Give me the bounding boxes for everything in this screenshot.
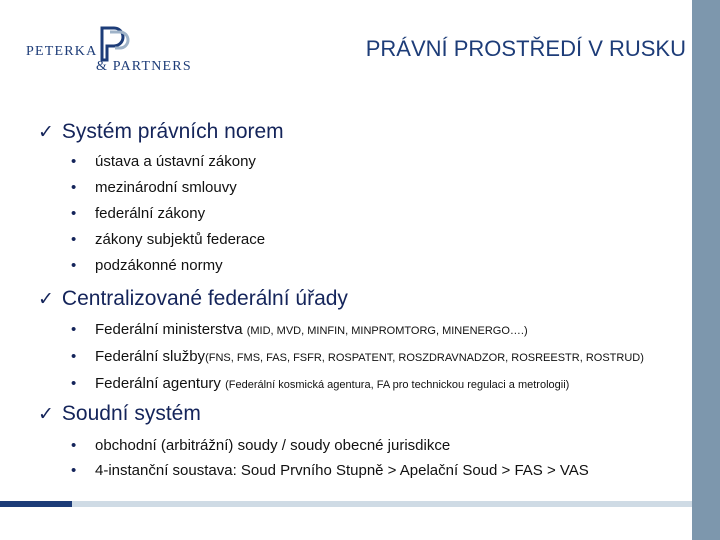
list-item <box>71 230 265 256</box>
list-item-text: zákony subjektů federace <box>95 231 266 248</box>
list-item-text: Federální ministerstva <box>95 321 247 338</box>
right-side-bar <box>692 0 720 540</box>
list-item-text: podzákonné normy <box>95 257 223 274</box>
section-heading-federal-authorities <box>38 287 348 311</box>
list-item <box>71 461 589 486</box>
logo-text-partners: & PARTNERS <box>96 59 192 74</box>
section-heading-text: Soudní systém <box>61 402 201 425</box>
list-item <box>71 256 265 282</box>
list-item-text: mezinárodní smlouvy <box>95 179 237 196</box>
list-item-note: (FNS, FMS, FAS, FSFR, ROSPATENT, ROSZDRAVNADZOR, ROSREESTR, ROSTRUD) <box>205 352 644 364</box>
federal-authorities-list <box>71 320 644 401</box>
section-heading-judicial-system <box>38 402 201 426</box>
checkmark-icon: ✓ <box>38 403 54 425</box>
bullet-icon: • <box>71 257 77 274</box>
checkmark-icon: ✓ <box>38 288 54 310</box>
slide-title: PRÁVNÍ PROSTŘEDÍ V RUSKU <box>365 36 686 61</box>
list-item-text: obchodní (arbitrážní) soudy / soudy obecné jurisdikce <box>95 437 451 454</box>
section-heading-text: Systém právních norem <box>61 120 284 143</box>
list-item-text: Federální agentury <box>95 375 226 392</box>
list-item-note: (Federální kosmická agentura, FA pro technickou regulaci a metrologii) <box>225 379 570 391</box>
list-item-text: federální zákony <box>95 205 206 222</box>
list-item <box>71 436 589 461</box>
bullet-icon: • <box>71 321 77 338</box>
legal-norms-list <box>71 152 265 282</box>
list-item <box>71 347 644 374</box>
bullet-icon: • <box>71 348 77 365</box>
list-item <box>71 152 265 178</box>
bullet-icon: • <box>71 179 77 196</box>
list-item <box>71 178 265 204</box>
judicial-system-list <box>71 436 589 486</box>
bullet-icon: • <box>71 462 77 479</box>
list-item <box>71 320 644 347</box>
checkmark-icon: ✓ <box>38 121 54 143</box>
section-heading-text: Centralizované federální úřady <box>61 287 348 310</box>
bottom-stripe <box>0 501 692 507</box>
bottom-stripe-accent <box>0 501 72 507</box>
list-item <box>71 204 265 230</box>
list-item <box>71 374 644 401</box>
bullet-icon: • <box>71 375 77 392</box>
bullet-icon: • <box>71 231 77 248</box>
list-item-note: (MID, MVD, MINFIN, MINPROMTORG, MINENERGO….) <box>246 325 528 337</box>
logo-text-peterka: PETERKA <box>26 44 98 59</box>
list-item-text: ústava a ústavní zákony <box>95 153 256 170</box>
list-item-text: Federální služby <box>95 348 206 365</box>
pp-logo-mark-icon <box>98 26 130 62</box>
list-item-text: 4-instanční soustava: Soud Prvního Stupně > Apelační Soud > FAS > VAS <box>95 462 589 479</box>
company-logo <box>26 26 206 76</box>
bullet-icon: • <box>71 437 77 454</box>
bullet-icon: • <box>71 153 77 170</box>
bullet-icon: • <box>71 205 77 222</box>
section-heading-legal-norms <box>38 120 284 144</box>
